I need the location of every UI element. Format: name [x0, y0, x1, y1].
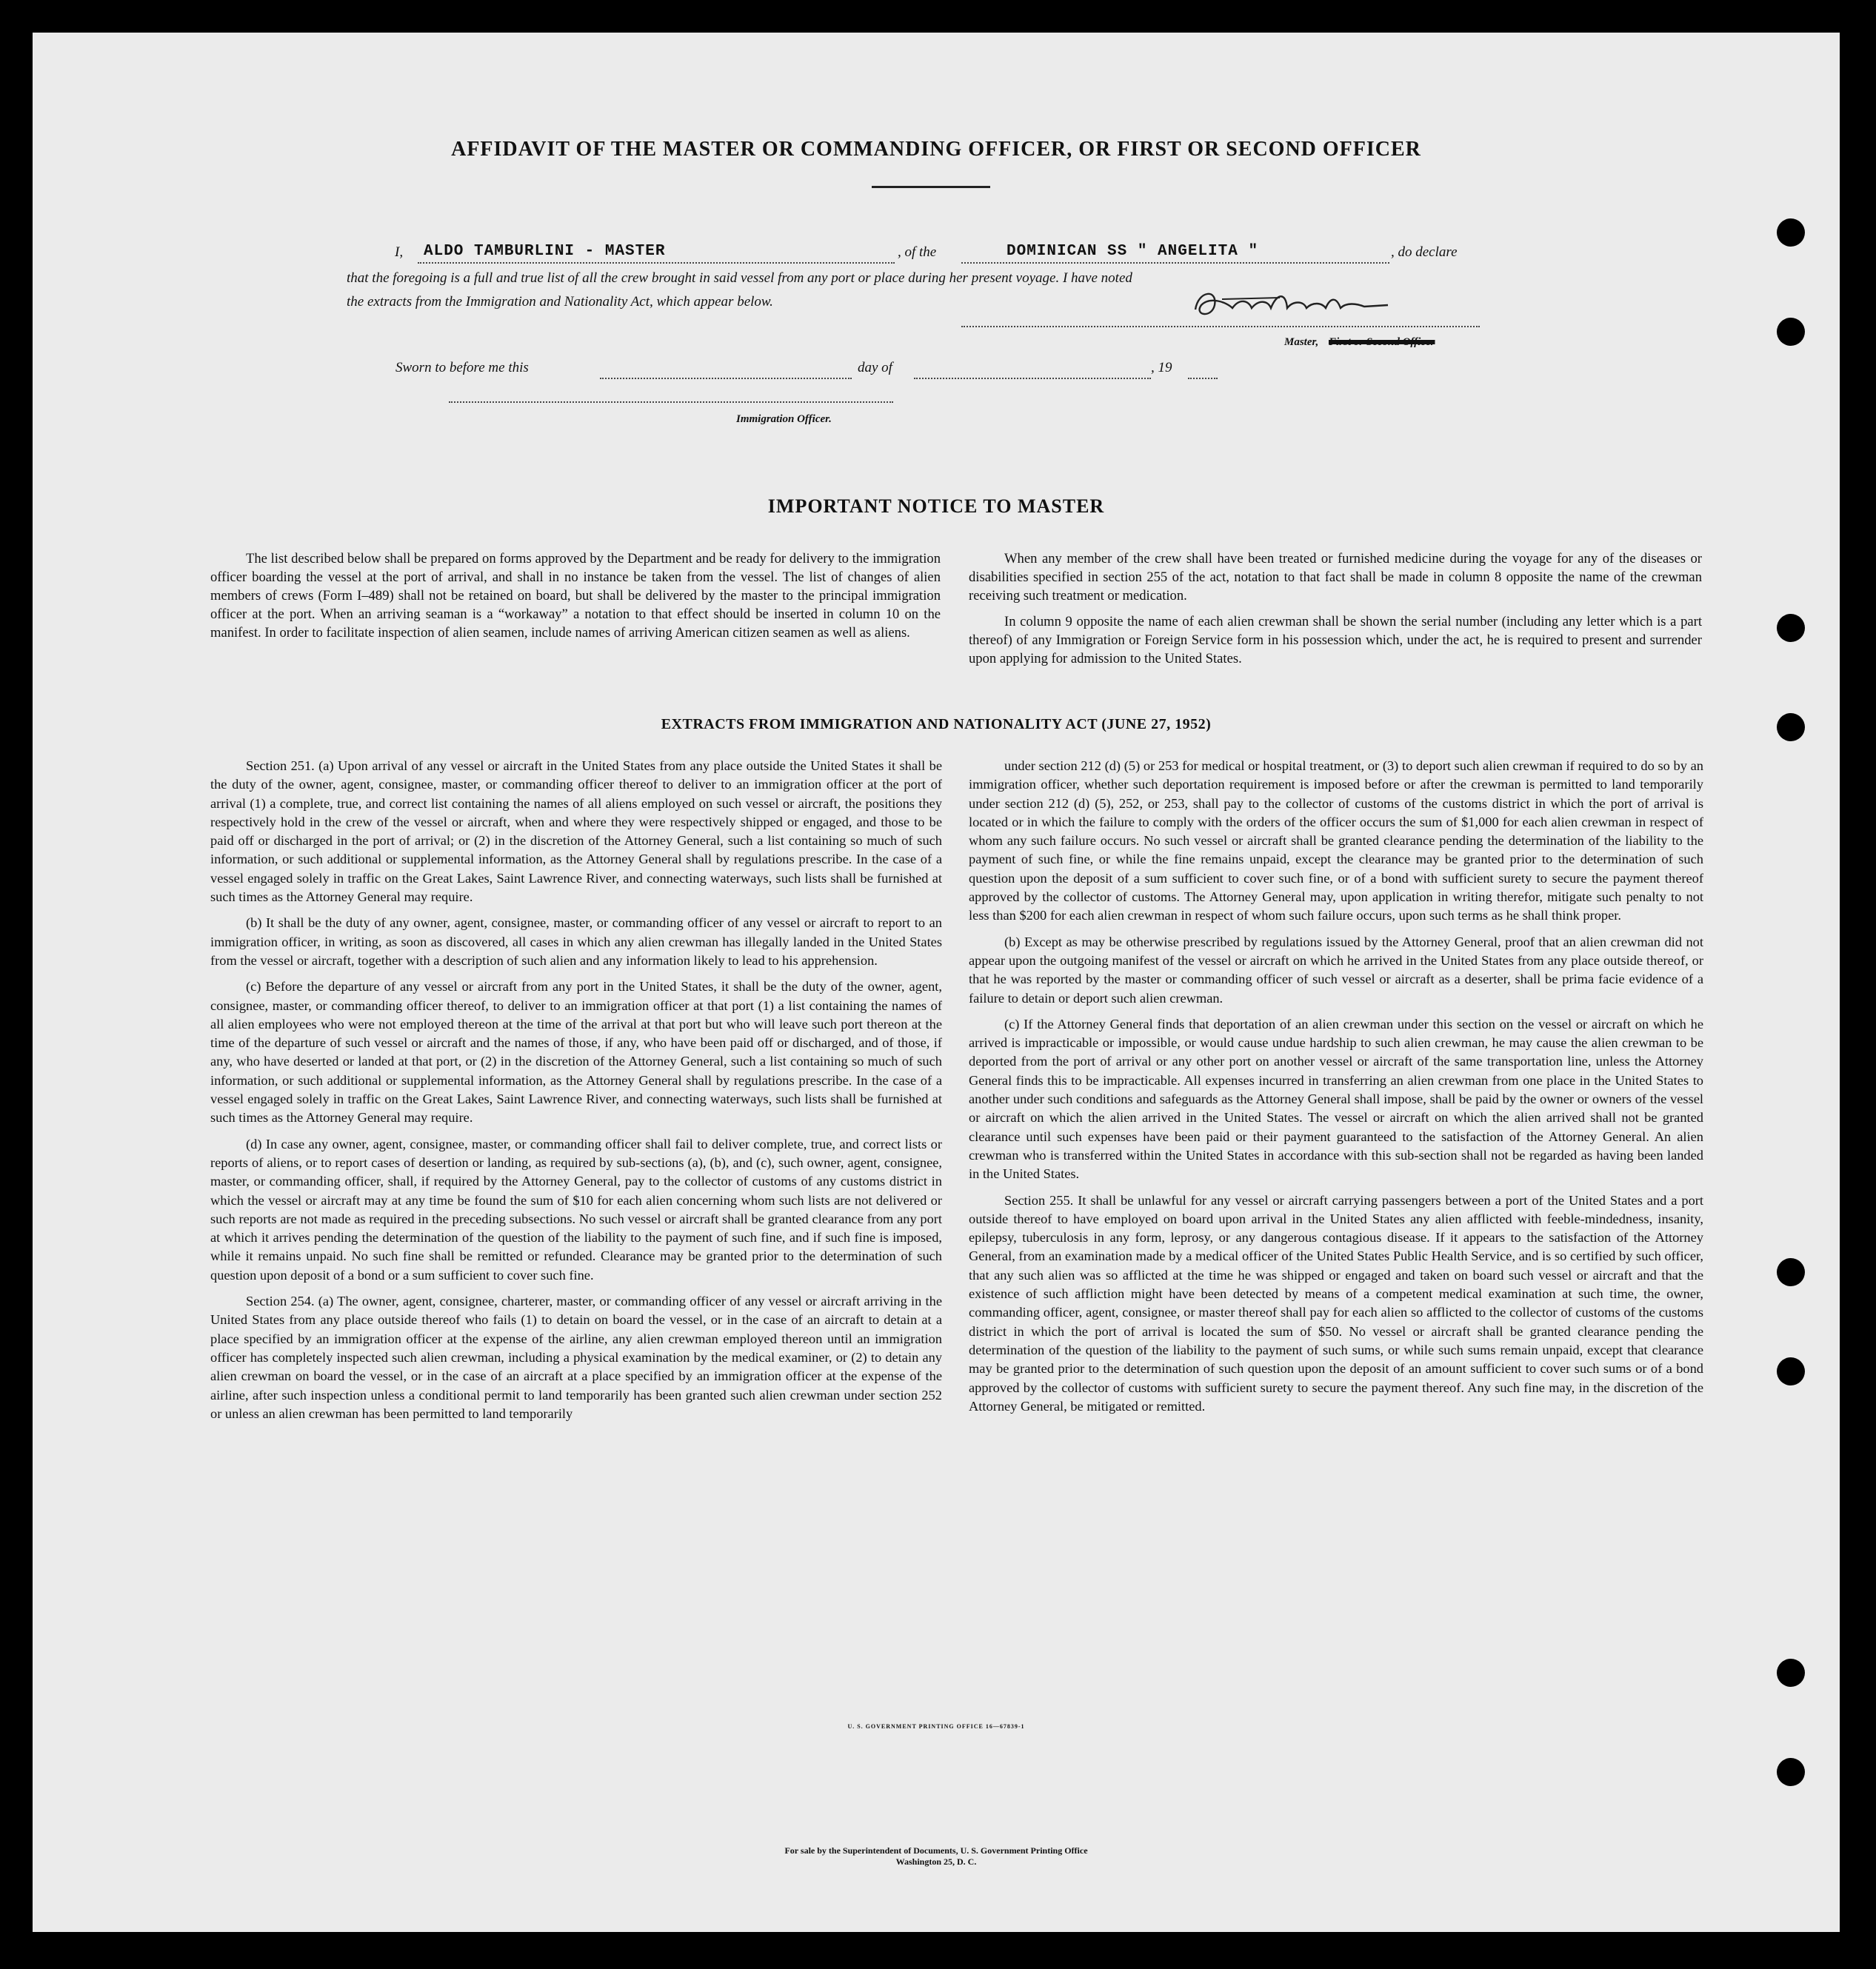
name-value: ALDO TAMBURLINI - MASTER	[424, 243, 666, 260]
extract-paragraph: Section 251. (a) Upon arrival of any vessel or aircraft in the United States from any place outside the United States it shall be the duty of the owner, agent, consignee, master, or commanding officer thereof to deliver to an immigration officer at the port of arrival (1) a complete, true, and correct list containing the names of all aliens employed on such vessel or aircraft, the positions they respectively hold in the crew of the vessel or aircraft, when and where they were respectively shipped or engaged, and those to be paid off or discharged in the port of arrival; or (2) in the discretion of the Attorney General, such a list containing so much of such information, or such additional or supplemental information, as the Attorney General shall by regulations prescribe. In the case of a vessel engaged solely in traffic on the Great Lakes, Saint Lawrence River, and connecting waterways, such lists shall be furnished at such times as the Attorney General may require.	[210, 758, 942, 905]
month-blank	[914, 378, 1151, 379]
declaration-line-3: the extracts from the Immigration and Nationality Act, which appear below.	[347, 294, 773, 310]
footer-line-2: Washington 25, D. C.	[895, 1856, 977, 1867]
extracts-right-column	[969, 757, 1703, 1423]
punch-hole	[1777, 218, 1805, 247]
extract-paragraph: (c) Before the departure of any vessel or aircraft from any port in the United States, it shall be the duty of the owner, agent, consignee, master, or commanding officer thereof, to deliver to an immigration officer at that port (1) a list containing the names of all alien employees who were not employed thereon at the time of the arrival at that port but who will leave such port thereon at the time of the departure of such vessel or aircraft and the names of those, if any, who have been paid off or discharged, and of those, if any, who have deserted or landed at that port, or (2) in the discretion of the Attorney General, such a list containing so much of such information, or such additional or supplemental information, as the Attorney General shall by regulations prescribe. In the case of a vessel engaged solely in traffic on the Great Lakes, Saint Lawrence River, and connecting waterways, such lists shall be furnished at such times as the Attorney General may require.	[210, 979, 942, 1126]
officer-label: Immigration Officer.	[736, 413, 832, 425]
document-page	[33, 33, 1840, 1932]
notice-paragraph: The list described below shall be prepared on forms approved by the Department and be ready for delivery to the immigration officer boarding the vessel at the port of arrival, and shall in no instance be taken from the vessel. The list of changes of alien members of crews (Form I–489) shall not be retained on board, but shall be delivered by the master to the principal immigration officer at the port. When an arriving seaman is a “workaway” a notation to that effect should be inserted in column 10 on the manifest. In order to facilitate inspection of alien seamen, include names of arriving American citizen seamen as well as aliens.	[210, 551, 941, 641]
vessel-value: DOMINICAN SS " ANGELITA "	[1007, 243, 1259, 260]
extracts-heading: EXTRACTS FROM IMMIGRATION AND NATIONALITY ACT (JUNE 27, 1952)	[661, 716, 1212, 732]
sworn-label: Sworn to before me this	[395, 360, 529, 375]
extract-paragraph: (b) It shall be the duty of any owner, agent, consignee, master, or commanding officer of any vessel or aircraft to report to an immigration officer, in writing, as soon as discovered, all cases in which any alien crewman has illegally landed in the United States from the vessel or aircraft, together with a description of such alien and any information likely to lead to his apprehension.	[210, 915, 942, 968]
name-blank	[418, 262, 895, 264]
sworn-date-blank	[600, 378, 852, 379]
notice-right-column	[969, 549, 1702, 675]
notice-heading: IMPORTANT NOTICE TO MASTER	[767, 495, 1105, 517]
signature-role: Master,	[1284, 336, 1319, 348]
footer	[33, 1845, 1840, 1868]
extracts-left-column	[210, 757, 942, 1431]
signature-struck-role: First or Second Officer	[1329, 336, 1435, 348]
year-label: , 19	[1151, 360, 1172, 375]
vessel-blank	[961, 262, 1389, 264]
punch-hole	[1777, 1258, 1805, 1286]
punch-hole	[1777, 1659, 1805, 1687]
punch-hole	[1777, 1758, 1805, 1786]
master-signature	[1188, 283, 1440, 326]
declaration-line-2: that the foregoing is a full and true list of all the crew brought in said vessel from any port or place during her present voyage. I have noted	[347, 270, 1132, 286]
notice-paragraph: In column 9 opposite the name of each alien crewman shall be shown the serial number (including any letter which is a part thereof) of any Immigration or Foreign Service form in his possession which, under the act, he is required to present and surrender upon applying for admission to the United States.	[969, 614, 1702, 666]
punch-hole	[1777, 614, 1805, 642]
notice-left-column	[210, 549, 941, 649]
title-rule	[872, 186, 990, 188]
affidavit-title: AFFIDAVIT OF THE MASTER OR COMMANDING OFFICER, OR FIRST OR SECOND OFFICER	[451, 138, 1421, 161]
punch-hole	[1777, 1357, 1805, 1385]
extract-paragraph: Section 254. (a) The owner, agent, consignee, charterer, master, or commanding officer of any vessel or aircraft arriving in the United States from any place outside thereof who fails (1) to detain on board the vessel, or in the case of an aircraft to detain at a place specified by an immigration officer at the expense of the airline, any alien crewman employed thereon until an immigration officer has completely inspected such alien crewman, including a physical examination by the medical examiner, or (2) to detain any alien crewman on board the vessel, or in the case of an aircraft at a place specified by an immigration officer at the expense of the airline, after such inspection unless a conditional permit to land temporarily has been granted such alien crewman under section 252 or unless an alien crewman has been permitted to land temporarily	[210, 1294, 942, 1421]
extract-paragraph: Section 255. It shall be unlawful for any vessel or aircraft carrying passengers between a port of the United States and a port outside thereof to have employed on board upon arrival in the United States any alien afflicted with feeble-mindedness, insanity, epilepsy, tuberculosis in any form, leprosy, or any dangerous contagious disease. If it appears to the satisfaction of the Attorney General, from an examination made by a medical officer of the United States Public Health Service, and is so certified by such officer, that any such alien was so afflicted at the time he was shipped or engaged and taken on board such vessel or aircraft and that the existence of such affliction might have been detected by means of a competent medical examination at such time, the owner, commanding officer, agent, consignee, or master thereof shall pay for each alien so afflicted to the collector of customs of the customs district in which the port of arrival is located the sum of $50. No vessel or aircraft shall be granted clearance pending the determination of the question of the liability to the payment of such sums, or while such sums remain unpaid, except that clearance may be granted prior to the determination of such question upon the deposit of an amount sufficient to cover such sums or of a bond approved by the collector of customs with sufficient surety to secure the payment thereof. Any such fine may, in the discretion of the Attorney General, be mitigated or remitted.	[969, 1192, 1703, 1414]
punch-hole	[1777, 318, 1805, 346]
gpo-print-line: U. S. GOVERNMENT PRINTING OFFICE 16—67839-1	[847, 1723, 1025, 1730]
signature-line	[961, 326, 1480, 327]
notice-paragraph: When any member of the crew shall have been treated or furnished medicine during the voyage for any of the diseases or disabilities specified in section 255 of the act, notation to that fact shall be made in column 8 opposite the name of the crewman receiving such treatment or medication.	[969, 551, 1702, 604]
day-of-label: day of	[858, 360, 892, 375]
extract-paragraph: under section 212 (d) (5) or 253 for medical or hospital treatment, or (3) to deport such alien crewman if required to do so by an immigration officer, whether such deportation requirement is imposed before or after the crewman is permitted to land temporarily under section 212 (d) (5), 252, or 253, shall pay to the collector of customs of the customs district in which the port of arrival is located or in which the failure to comply with the orders of the officer occurs the sum of $1,000 for each alien crewman in respect of whom any such failure occurs. No such vessel or aircraft shall be granted clearance pending the determination of the liability to the payment of such fine, or while the fine remains unpaid, except the clearance may be granted prior to the determination of such question upon the deposit of a sum sufficient to cover such fine, or of a bond with sufficient surety to secure the payment thereof approved by the collector of customs. The Attorney General may, upon application in writing therefor, mitigate such penalty to not less than $200 for each alien crewman in respect of whom such failure occurs, upon such terms as he shall think proper.	[969, 758, 1703, 923]
of-the-label: , of the	[898, 244, 937, 260]
punch-hole	[1777, 713, 1805, 741]
i-prefix: I,	[395, 244, 404, 260]
officer-signature-line	[449, 401, 893, 403]
extract-paragraph: (b) Except as may be otherwise prescribed by regulations issued by the Attorney General, proof that an alien crewman did not appear upon the outgoing manifest of the vessel or aircraft on which he arrived in the United States from any place outside thereof, or that he was reported by the master or commanding officer of such vessel or aircraft as a deserter, shall be prima facie evidence of a failure to detain or deport such alien crewman.	[969, 934, 1703, 1006]
do-declare-label: , do declare	[1391, 244, 1458, 260]
year-blank	[1188, 378, 1218, 379]
extract-paragraph: (c) If the Attorney General finds that deportation of an alien crewman under this section on the vessel or aircraft on which he arrived is impracticable or impossible, or would cause undue hardship to such alien crewman, he may cause the alien crewman to be deported from the port of arrival or any other port on another vessel or aircraft of the same transportation line, unless the Attorney General finds this to be impracticable. All expenses incurred in transferring an alien crewman from one place in the United States to another under such conditions and safeguards as the Attorney General shall impose, shall be paid by the owner or owners of the vessel or aircraft on which the alien arrived in the United States. The vessel or aircraft on which the alien arrived shall not be granted clearance until such expenses have been paid or their payment guaranteed to the satisfaction of the Attorney General. An alien crewman who is transferred within the United States in accordance with this sub-section shall not be regarded as having been landed in the United States.	[969, 1016, 1703, 1182]
extract-paragraph: (d) In case any owner, agent, consignee, master, or commanding officer shall fail to deliver complete, true, and correct lists or reports of aliens, or to report cases of desertion or landing, as required by sub-sections (a), (b), and (c), such owner, agent, consignee, master, or commanding officer, shall, if required by the Attorney General, pay to the collector of customs of any customs district in which the vessel or aircraft may at any time be found the sum of $10 for each alien concerning whom such lists are not delivered or such reports are not made as required in the preceding subsections. No such vessel or aircraft shall be granted clearance from any port at which it arrives pending the determination of the question of the liability to the payment of such fine, and if such fine is imposed, while it remains unpaid. No such fine shall be remitted or refunded. Clearance may be granted prior to the determination of such question upon deposit of a bond or a sum sufficient to cover such fine.	[210, 1136, 942, 1283]
footer-line-1: For sale by the Superintendent of Documents, U. S. Government Printing Office	[784, 1845, 1088, 1856]
